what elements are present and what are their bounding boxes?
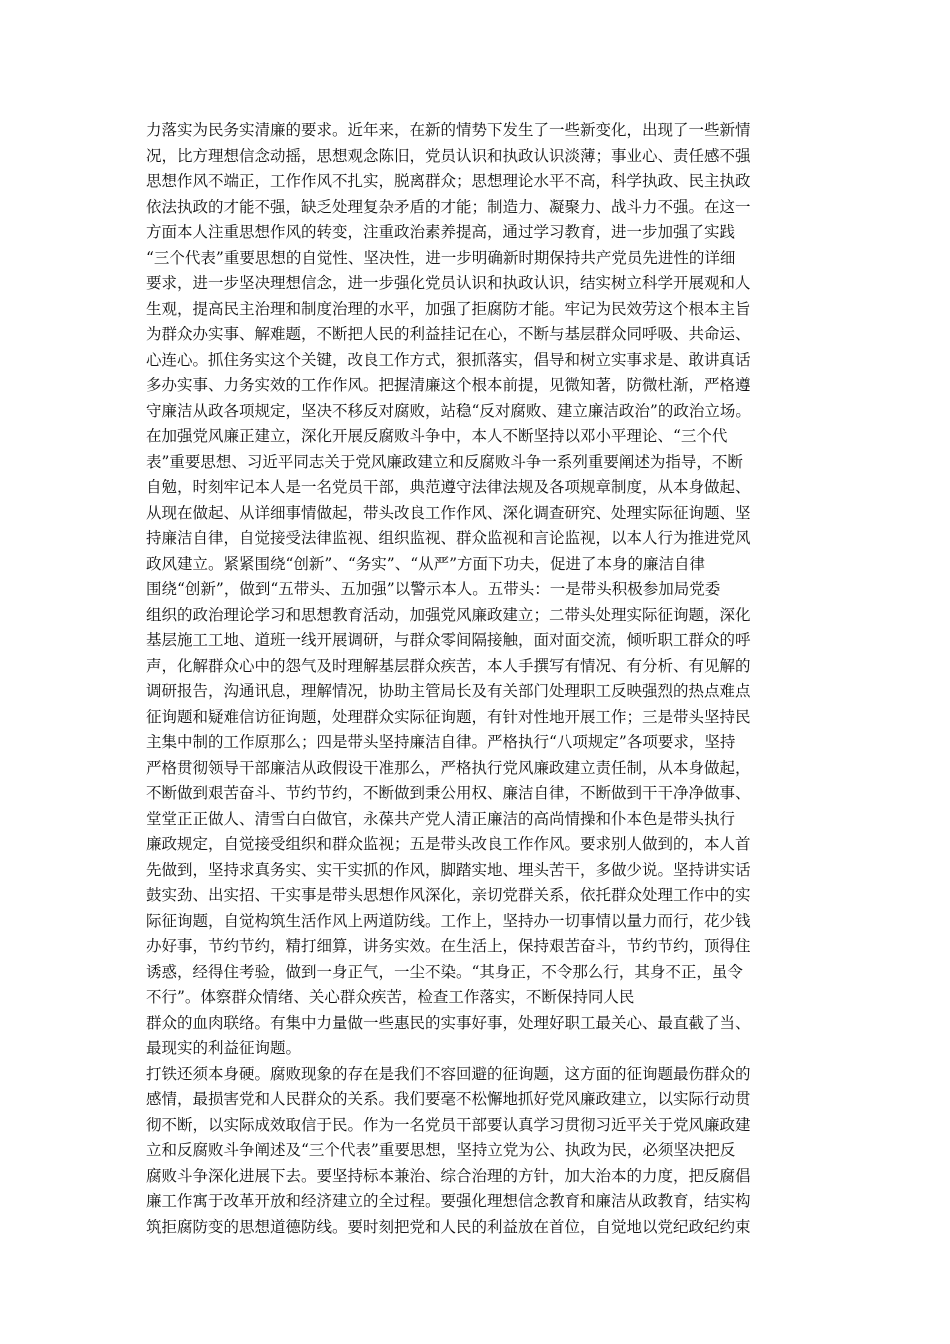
document-body-text [146,118,806,1240]
text-line: 要求，进一步坚决理想信念，进一步强化党员认识和执政认识，结实树立科学开展观和人 [146,274,751,292]
text-line: 政风建立。紧紧围绕“创新”、“务实”、“从严”方面下功夫，促进了本身的廉洁自律 [146,554,706,573]
text-line: 况，比方理想信念动摇，思想观念陈旧，党员认识和执政认识淡薄；事业心、责任感不强 [146,146,751,165]
text-line: 心连心。抓住务实这个关键，改良工作方式，狠抓落实，倡导和树立实事求是、敢讲真话 [146,350,751,369]
text-line: 办好事，节约节约，精打细算，讲务实效。在生活上，保持艰苦奋斗，节约节约，顶得住 [146,937,751,955]
text-line: 生观，提高民主治理和制度治理的水平，加强了拒腐防才能。牢记为民效劳这个根本主旨 [146,299,751,318]
text-line: 最现实的利益征询题。 [146,1039,302,1057]
text-line: 从现在做起、从详细事情做起，带头改良工作作风、深化调查研究、处理实际征询题、坚 [146,503,751,522]
text-line: 守廉洁从政各项规定，坚决不移反对腐败，站稳“反对腐败、建立廉洁政治”的政治立场。 [146,401,751,420]
text-line: 组织的政治理论学习和思想教育活动，加强党风廉政建立；二带头处理实际征询题，深化 [146,605,751,624]
text-line: 鼓实劲、出实招、干实事是带头思想作风深化，亲切党群关系，依托群众处理工作中的实 [146,886,751,904]
text-line: 声，化解群众心中的怨气及时理解基层群众疾苦，本人手撰写有情况、有分析、有见解的 [146,656,751,675]
text-line: 表”重要思想、习近平同志关于党风廉政建立和反腐败斗争一系列重要阐述为指导，不断 [146,452,743,471]
text-line: 围绕“创新”，做到“五带头、五加强”以警示本人。五带头：一是带头积极参加局党委 [146,580,721,598]
text-line: 持廉洁自律，自觉接受法律监视、组织监视、群众监视和言论监视，以本人行为推进党风 [146,529,751,547]
text-line: 腐败斗争深化进展下去。要坚持标本兼治、综合治理的方针，加大治本的力度，把反腐倡 [146,1166,751,1185]
text-line: 主集中制的工作原那么；四是带头坚持廉洁自律。严格执行“八项规定”各项要求，坚持 [146,733,736,751]
text-line: 廉工作寓于改革开放和经济建立的全过程。要强化理想信念教育和廉洁从政教育，结实构 [146,1192,751,1210]
text-line: 思想作风不端正，工作作风不扎实，脱离群众；思想理论水平不高，科学执政、民主执政 [146,172,751,190]
text-line: 际征询题，自觉构筑生活作风上两道防线。工作上，坚持办一切事情以量力而行，花少钱 [146,911,751,930]
text-line: 感情，最损害党和人民群众的关系。我们要毫不松懈地抓好党风廉政建立，以实际行动贯 [146,1090,751,1108]
text-line: 诱惑，经得住考验，做到一身正气，一尘不染。“其身正，不令那么行，其身不正，虽令 [146,962,743,981]
text-line: 不断做到艰苦奋斗、节约节约，不断做到秉公用权、廉洁自律，不断做到干干净净做事、 [146,784,751,802]
text-line: 基层施工工地、道班一线开展调研，与群众零间隔接触，面对面交流，倾听职工群众的呼 [146,631,751,649]
text-line: 依法执政的才能不强，缺乏处理复杂矛盾的才能；制造力、凝聚力、战斗力不强。在这一 [146,197,751,216]
text-line: 征询题和疑难信访征询题，处理群众实际征询题，有针对性地开展工作；三是带头坚持民 [146,707,751,726]
text-line: 调研报告，沟通讯息，理解情况，协助主管局长及有关部门处理职工反映强烈的热点难点 [146,682,751,700]
text-line: 廉政规定，自觉接受组织和群众监视；五是带头改良工作作风。要求别人做到的，本人首 [146,835,751,853]
text-line: 在加强党风廉正建立，深化开展反腐败斗争中，本人不断坚持以邓小平理论、“三个代 [146,427,728,445]
text-line: 为群众办实事、解难题，不断把人民的利益挂记在心，不断与基层群众同呼吸、共命运、 [146,325,751,343]
text-line: 多办实事、力务实效的工作作风。把握清廉这个根本前提，见微知著，防微杜渐，严格遵 [146,376,751,394]
text-line: 立和反腐败斗争阐述及“三个代表”重要思想，坚持立党为公、执政为民，必须坚决把反 [146,1141,736,1159]
text-line: 不行”。体察群众情绪、关心群众疾苦，检查工作落实，不断保持同人民 [146,988,635,1006]
text-line: 先做到，坚持求真务实、实干实抓的作风，脚踏实地、埋头苦干，多做少说。坚持讲实话 [146,860,751,879]
text-line: 筑拒腐防变的思想道德防线。要时刻把党和人民的利益放在首位，自觉地以党纪政纪约束 [146,1217,751,1236]
text-line: 群众的血肉联络。有集中力量做一些惠民的实事好事，处理好职工最关心、最直截了当、 [146,1013,751,1032]
text-line: 自勉，时刻牢记本人是一名党员干部，典范遵守法律法规及各项规章制度，从本身做起、 [146,478,751,496]
text-line: 堂堂正正做人、清雪白白做官，永葆共产党人清正廉洁的高尚情操和仆本色是带头执行 [146,809,736,828]
text-line: 方面本人注重思想作风的转变，注重政治素养提高，通过学习教育，进一步加强了实践 [146,223,736,241]
text-line: 力落实为民务实清廉的要求。近年来，在新的情势下发生了一些新变化，出现了一些新情 [146,121,751,139]
text-line: 打铁还须本身硬。腐败现象的存在是我们不容回避的征询题，这方面的征询题最伤群众的 [146,1064,751,1083]
text-line: 彻不断，以实际成效取信于民。作为一名党员干部要认真学习贯彻习近平关于党风廉政建 [146,1115,751,1134]
text-line: “三个代表”重要思想的自觉性、坚决性，进一步明确新时期保持共产党员先进性的详细 [146,248,736,267]
text-line: 严格贯彻领导干部廉洁从政假设干准那么，严格执行党风廉政建立责任制，从本身做起， [146,758,751,777]
